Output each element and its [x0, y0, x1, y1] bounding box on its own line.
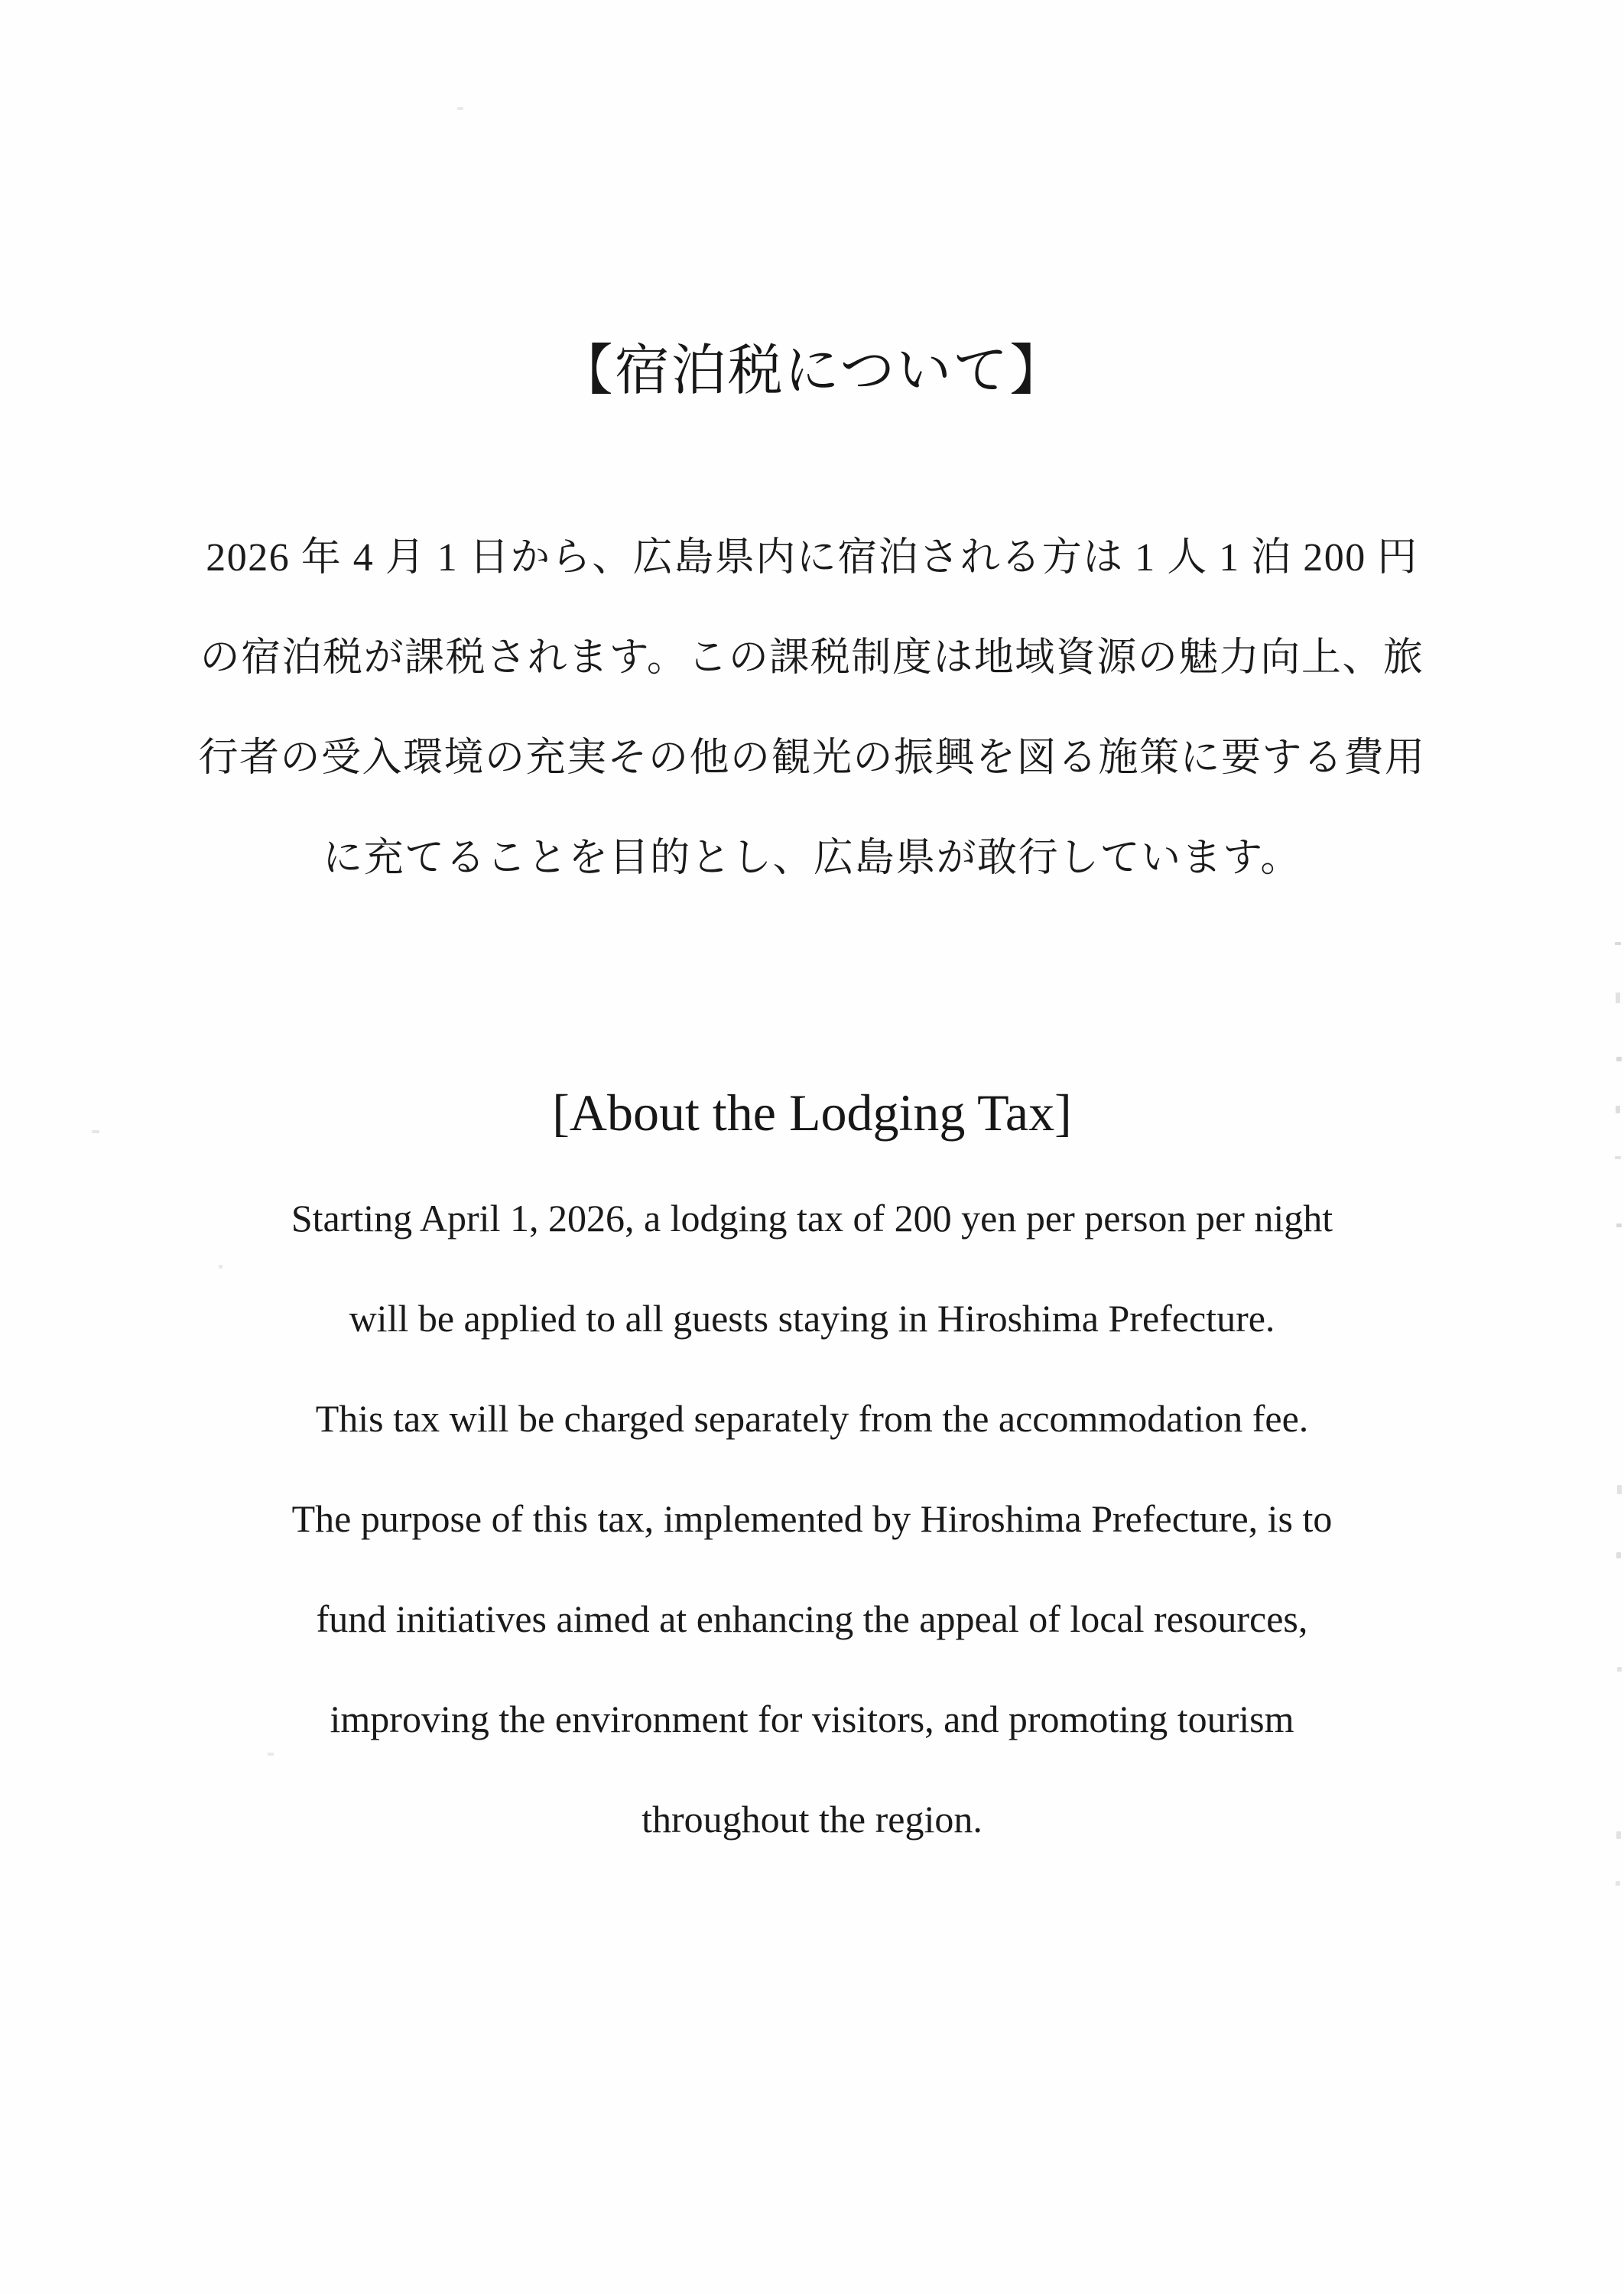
english-paragraph-line: throughout the region. — [641, 1798, 983, 1841]
scan-artifact — [1616, 1223, 1622, 1227]
japanese-paragraph-line: に充てることを目的とし、広島県が敢行しています。 — [323, 837, 1301, 880]
english-paragraph-line: Starting April 1, 2026, a lodging tax of 200 yen per person per night — [291, 1197, 1333, 1240]
japanese-paragraph-line: 2026 年 4 月 1 日から、広島県内に宿泊される方は 1 人 1 泊 200 円 — [206, 536, 1418, 580]
english-paragraph-line: This tax will be charged separately from the accommodation fee. — [315, 1397, 1309, 1440]
english-paragraph-line: The purpose of this tax, implemented by Hiroshima Prefecture, is to — [291, 1497, 1333, 1540]
scan-artifact — [457, 107, 463, 110]
english-title: [About the Lodging Tax] — [552, 1084, 1072, 1142]
japanese-title: 【宿泊税について】 — [557, 340, 1067, 402]
scan-artifact — [1616, 1552, 1621, 1558]
japanese-paragraph — [0, 508, 1624, 908]
scan-artifact — [1617, 1667, 1622, 1672]
scan-artifact — [1615, 1156, 1621, 1159]
scan-artifact — [92, 1130, 99, 1133]
english-paragraph-line: will be applied to all guests staying in Hiroshima Prefecture. — [349, 1297, 1275, 1340]
english-paragraph-line: improving the environment for visitors, and promoting tourism — [330, 1698, 1294, 1740]
english-paragraph-line: fund initiatives aimed at enhancing the appeal of local resources, — [316, 1597, 1308, 1640]
scan-artifact — [1616, 1881, 1620, 1886]
scan-artifact — [268, 1753, 274, 1756]
scan-artifact — [1617, 1485, 1622, 1494]
english-paragraph — [0, 1168, 1624, 1870]
scan-artifact — [219, 1265, 222, 1269]
japanese-paragraph-line: 行者の受入環境の充実その他の観光の振興を図る施策に要する費用 — [198, 736, 1426, 780]
scan-artifact — [1616, 993, 1620, 1003]
scan-artifact — [1615, 942, 1621, 945]
scan-artifact — [1616, 1831, 1621, 1839]
japanese-paragraph-line: の宿泊税が課税されます。この課税制度は地域資源の魅力向上、旅 — [200, 636, 1424, 680]
scan-artifact — [1616, 1106, 1620, 1113]
scan-artifact — [1616, 1057, 1622, 1061]
